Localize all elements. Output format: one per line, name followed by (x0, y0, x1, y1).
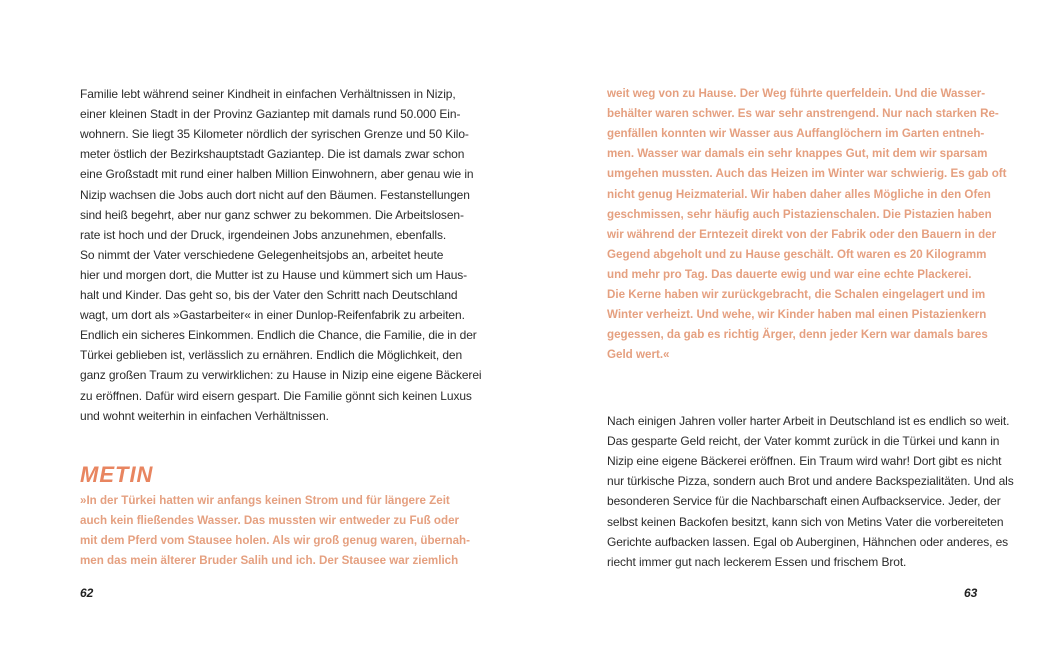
text-line: einer kleinen Stadt in der Provinz Gaziantep mit damals rund 50.000 Ein- (80, 107, 461, 122)
section-heading-metin: METIN (80, 462, 154, 487)
text-line: besonderen Service für die Nachbarschaft einen Aufbackservice. Jeder, der (607, 494, 1001, 509)
quote-line: men. Wasser war damals ein sehr knappes Gut, mit dem wir sparsam (607, 147, 988, 161)
quote-line: geschmissen, sehr häufig auch Pistazienschalen. Die Pistazien haben (607, 207, 992, 221)
page-number-left: 62 (80, 586, 94, 600)
quote-line: »In der Türkei hatten wir anfangs keinen Strom und für längere Zeit (80, 494, 450, 507)
text-line: riecht immer gut nach leckerem Essen und frischem Brot. (607, 554, 907, 569)
quote-line: gegessen, da gab es richtig Ärger, denn jeder Kern war damals bares (607, 328, 988, 342)
text-line: Türkei geblieben ist, verlässlich zu ernähren. Endlich die Möglichkeit, den (80, 348, 463, 363)
text-line: Gerichte aufbacken lassen. Egal ob Auberginen, Hähnchen oder anderes, es (607, 534, 1009, 549)
text-line: zu eröffnen. Dafür wird eisern gespart. Die Familie gönnt sich keinen Luxus (80, 388, 472, 403)
quote-line: Die Kerne haben wir zurückgebracht, die Schalen eingelagert und im (607, 288, 986, 301)
text-line: wohnern. Sie liegt 35 Kilometer nördlich der syrischen Grenze und 50 Kilo- (80, 127, 469, 142)
quote-line: Geld wert.« (607, 348, 670, 362)
text-line: eine Großstadt mit rund einer halben Million Einwohnern, aber genau wie in (80, 167, 474, 182)
text-line: Das gesparte Geld reicht, der Vater kommt zurück in die Türkei und kann in (607, 434, 1000, 449)
right-page (527, 0, 1054, 648)
text-line: wagt, um dort als »Gastarbeiter« in einer Dunlop-Reifenfabrik zu arbeiten. (80, 308, 465, 323)
text-line: halt und Kinder. Das geht so, bis der Vater den Schritt nach Deutschland (80, 288, 458, 302)
quote-line: genfällen konnten wir Wasser aus Auffanglöchern im Garten entneh- (607, 127, 985, 141)
text-line: hier und morgen dort, die Mutter ist zu Hause und kümmert sich um Haus- (80, 267, 468, 282)
text-line: und wohnt weiterhin in einfachen Verhältnissen. (80, 408, 329, 423)
text-line: meter östlich der Bezirkshauptstadt Gaziantep. Die ist damals zwar schon (80, 147, 465, 162)
quote-line: auch kein fließendes Wasser. Das mussten wir entweder zu Fuß oder (80, 514, 460, 528)
text-line: sind heiß begehrt, aber nur ganz schwer zu bekommen. Die Arbeitslosen- (80, 207, 464, 222)
quote-line: Gegend abgeholt und zu Hause geschält. Oft waren es 20 Kilogramm (607, 247, 987, 261)
quote-line: wir während der Erntezeit direkt von der Fabrik oder den Bauern in der (607, 227, 997, 241)
text-line: nur türkische Pizza, sondern auch Brot und andere Backspezialitäten. Und als (607, 474, 1014, 489)
quote-line: nicht genug Heizmaterial. Wir haben daher alles Mögliche in den Ofen (607, 187, 991, 201)
text-line: selbst keinen Backofen besitzt, kann sich von Metins Vater die vorbereiteten (607, 514, 1004, 529)
quote-line: behälter waren schwer. Es war sehr anstrengend. Nur nach starken Re- (607, 107, 999, 121)
quote-line: men das mein älterer Bruder Salih und ich. Der Stausee war ziemlich (80, 554, 459, 568)
text-line: rate ist hoch und der Druck, irgendeinen Jobs anzunehmen, ebenfalls. (80, 227, 447, 242)
quote-line: und mehr pro Tag. Das dauerte ewig und war eine echte Plackerei. (607, 267, 972, 281)
text-line: So nimmt der Vater verschiedene Gelegenheitsjobs an, arbeitet heute (80, 247, 444, 262)
text-line: Nizip wachsen die Jobs auch dort nicht auf den Bäumen. Festanstellungen (80, 187, 470, 202)
text-line: Familie lebt während seiner Kindheit in einfachen Verhältnissen in Nizip, (80, 87, 456, 101)
page-number-right: 63 (964, 586, 978, 600)
quote-line: umgehen mussten. Auch das Heizen im Winter war schwierig. Es gab oft (607, 167, 1007, 181)
text-line: Endlich ein sicheres Einkommen. Endlich die Chance, die Familie, die in der (80, 328, 477, 343)
quote-line: weit weg von zu Hause. Der Weg führte querfeldein. Und die Wasser- (607, 87, 986, 100)
quote-line: Winter verheizt. Und wehe, wir Kinder haben mal einen Pistazienkern (607, 308, 987, 322)
text-line: Nizip eine eigene Bäckerei eröffnen. Ein Traum wird wahr! Dort gibt es nicht (607, 454, 1002, 469)
text-line: Nach einigen Jahren voller harter Arbeit in Deutschland ist es endlich so weit. (607, 414, 1010, 428)
text-line: ganz großen Traum zu verwirklichen: zu Hause in Nizip eine eigene Bäckerei (80, 368, 482, 383)
quote-line: mit dem Pferd vom Stausee holen. Als wir groß genug waren, übernah- (80, 534, 470, 548)
